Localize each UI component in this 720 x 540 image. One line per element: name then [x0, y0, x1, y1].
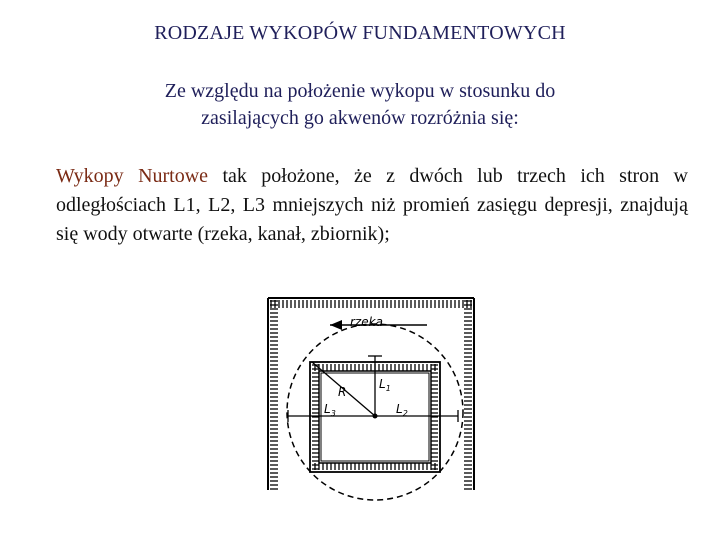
subtitle-line-1: Ze względu na położenie wykopu w stosunku do	[164, 80, 556, 102]
definition-paragraph	[56, 162, 688, 249]
river-label: rzeka	[350, 315, 383, 329]
excavation-diagram	[262, 292, 482, 502]
label-r: R	[338, 385, 347, 399]
subtitle-line-2: zasilających go akwenów rozróżnia się:	[201, 107, 519, 129]
subtitle	[100, 78, 620, 132]
definition-term: Wykopy Nurtowe	[56, 165, 209, 187]
label-l1: $L_1$	[379, 377, 391, 393]
page-title: RODZAJE WYKOPÓW FUNDAMENTOWYCH	[154, 22, 566, 44]
definition-text: tak położone, że z dwóch lub trzech ich stron w odległościach L1, L2, L3 mniejszych niż promień zasięgu depresji, znajdują się wody otwarte (rzeka, kanał, zbiornik);	[56, 165, 689, 245]
label-l3: $L_3$	[324, 402, 336, 418]
label-l2: $L_2$	[396, 402, 408, 418]
